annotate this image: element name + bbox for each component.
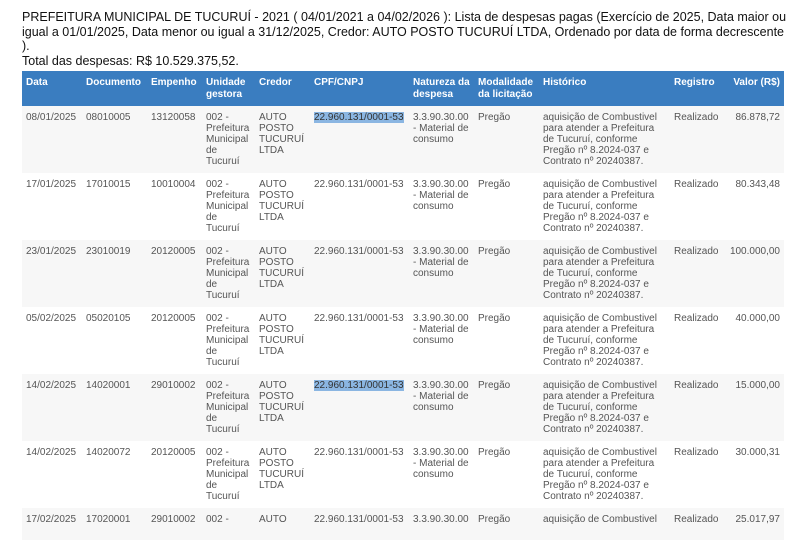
cell-natureza: 3.3.90.30.00 - Material de consumo [409, 307, 474, 374]
cell-natureza: 3.3.90.30.00 - Material de consumo [409, 240, 474, 307]
cell-documento: 05020105 [82, 307, 147, 374]
cell-registro: Realizado [670, 240, 725, 307]
cell-unidade: 002 - Prefeitura Municipal de Tucuruí [202, 441, 255, 508]
cell-registro: Realizado [670, 307, 725, 374]
cell-unidade: 002 - Prefeitura Municipal de Tucuruí [202, 307, 255, 374]
cell-empenho: 20120005 [147, 441, 202, 508]
report-title-line-2: igual a 01/01/2025, Data menor ou igual a 31/12/2025, Credor: AUTO POSTO TUCURUÍ LTDA, Ordenado por data de forma decrescente ). [22, 24, 784, 53]
cell-empenho: 20120005 [147, 240, 202, 307]
cell-historico: aquisição de Combustivel para atender a Prefeitura de Tucuruí, conforme Pregão nº 8.2024-037 e Contrato nº 20240387. [539, 106, 670, 173]
cell-modalidade: Pregão [474, 508, 539, 540]
cell-natureza: 3.3.90.30.00 [409, 508, 474, 540]
cell-valor: 40.000,00 [725, 307, 784, 374]
report-header [22, 10, 792, 68]
table-row[interactable] [22, 441, 784, 508]
table-row[interactable] [22, 173, 784, 240]
cell-valor: 30.000,31 [725, 441, 784, 508]
cell-data: 14/02/2025 [22, 374, 82, 441]
col-header-natureza[interactable]: Natureza da despesa [409, 71, 474, 106]
col-header-valor[interactable]: Valor (R$) [725, 71, 784, 106]
cell-modalidade: Pregão [474, 173, 539, 240]
cell-credor: AUTO POSTO TUCURUÍ LTDA [255, 441, 310, 508]
cell-natureza: 3.3.90.30.00 - Material de consumo [409, 173, 474, 240]
cell-cpf: 22.960.131/0001-53 [310, 173, 409, 240]
cell-valor: 80.343,48 [725, 173, 784, 240]
table-row[interactable] [22, 106, 784, 173]
cell-credor: AUTO [255, 508, 310, 540]
cell-valor: 15.000,00 [725, 374, 784, 441]
cell-cpf [310, 106, 409, 173]
table-row[interactable] [22, 508, 784, 540]
cell-data: 08/01/2025 [22, 106, 82, 173]
col-header-empenho[interactable]: Empenho [147, 71, 202, 106]
cell-unidade: 002 - Prefeitura Municipal de Tucuruí [202, 374, 255, 441]
cell-cpf: 22.960.131/0001-53 [310, 240, 409, 307]
table-row[interactable] [22, 240, 784, 307]
expenses-table-container [22, 71, 784, 540]
col-header-documento[interactable]: Documento [82, 71, 147, 106]
selected-text: 22.960.131/0001-53 [314, 380, 404, 391]
cell-historico: aquisição de Combustivel para atender a Prefeitura de Tucuruí, conforme Pregão nº 8.2024-037 e Contrato nº 20240387. [539, 374, 670, 441]
cell-data: 23/01/2025 [22, 240, 82, 307]
cell-historico: aquisição de Combustivel para atender a Prefeitura de Tucuruí, conforme Pregão nº 8.2024-037 e Contrato nº 20240387. [539, 240, 670, 307]
col-header-modalidade[interactable]: Modalidade da licitação [474, 71, 539, 106]
cell-documento: 08010005 [82, 106, 147, 173]
col-header-cpf[interactable]: CPF/CNPJ [310, 71, 409, 106]
cell-credor: AUTO POSTO TUCURUÍ LTDA [255, 106, 310, 173]
cell-modalidade: Pregão [474, 240, 539, 307]
cell-credor: AUTO POSTO TUCURUÍ LTDA [255, 374, 310, 441]
cell-empenho: 29010002 [147, 374, 202, 441]
col-header-registro[interactable]: Registro [670, 71, 725, 106]
cell-valor: 100.000,00 [725, 240, 784, 307]
table-row[interactable] [22, 374, 784, 441]
cell-unidade: 002 - Prefeitura Municipal de Tucuruí [202, 173, 255, 240]
cell-modalidade: Pregão [474, 374, 539, 441]
cell-data: 17/01/2025 [22, 173, 82, 240]
selected-text: 22.960.131/0001-53 [314, 112, 404, 123]
cell-historico: aquisição de Combustivel para atender a Prefeitura de Tucuruí, conforme Pregão nº 8.2024-037 e Contrato nº 20240387. [539, 173, 670, 240]
cell-empenho: 13120058 [147, 106, 202, 173]
cell-documento: 14020072 [82, 441, 147, 508]
cell-modalidade: Pregão [474, 441, 539, 508]
report-total: Total das despesas: R$ 10.529.375,52. [22, 53, 239, 68]
cell-empenho: 20120005 [147, 307, 202, 374]
table-header-row [22, 71, 784, 106]
cell-credor: AUTO POSTO TUCURUÍ LTDA [255, 307, 310, 374]
cell-unidade: 002 - [202, 508, 255, 540]
table-row[interactable] [22, 307, 784, 374]
cell-documento: 17010015 [82, 173, 147, 240]
col-header-historico[interactable]: Histórico [539, 71, 670, 106]
cell-empenho: 10010004 [147, 173, 202, 240]
cell-documento: 14020001 [82, 374, 147, 441]
cell-historico: aquisição de Combustivel para atender a Prefeitura de Tucuruí, conforme Pregão nº 8.2024-037 e Contrato nº 20240387. [539, 307, 670, 374]
cell-documento: 17020001 [82, 508, 147, 540]
col-header-unidade[interactable]: Unidade gestora [202, 71, 255, 106]
cell-unidade: 002 - Prefeitura Municipal de Tucuruí [202, 106, 255, 173]
cell-documento: 23010019 [82, 240, 147, 307]
expenses-table [22, 71, 784, 540]
cell-registro: Realizado [670, 441, 725, 508]
cell-cpf: 22.960.131/0001-53 [310, 508, 409, 540]
cell-data: 05/02/2025 [22, 307, 82, 374]
report-title-line-1: PREFEITURA MUNICIPAL DE TUCURUÍ - 2021 ( 04/01/2021 a 04/02/2026 ): Lista de despesas pagas (Exercício de 2025, Data maior ou [22, 10, 787, 24]
cell-unidade: 002 - Prefeitura Municipal de Tucuruí [202, 240, 255, 307]
cell-data: 17/02/2025 [22, 508, 82, 540]
cell-cpf: 22.960.131/0001-53 [310, 307, 409, 374]
col-header-data[interactable]: Data [22, 71, 82, 106]
cell-natureza: 3.3.90.30.00 - Material de consumo [409, 374, 474, 441]
cell-cpf: 22.960.131/0001-53 [310, 441, 409, 508]
cell-registro: Realizado [670, 173, 725, 240]
cell-credor: AUTO POSTO TUCURUÍ LTDA [255, 173, 310, 240]
cell-natureza: 3.3.90.30.00 - Material de consumo [409, 441, 474, 508]
cell-valor: 25.017,97 [725, 508, 784, 540]
cell-registro: Realizado [670, 106, 725, 173]
cell-cpf [310, 374, 409, 441]
cell-valor: 86.878,72 [725, 106, 784, 173]
cell-historico: aquisição de Combustivel [539, 508, 670, 540]
cell-modalidade: Pregão [474, 307, 539, 374]
cell-credor: AUTO POSTO TUCURUÍ LTDA [255, 240, 310, 307]
cell-empenho: 29010002 [147, 508, 202, 540]
cell-historico: aquisição de Combustivel para atender a Prefeitura de Tucuruí, conforme Pregão nº 8.2024-037 e Contrato nº 20240387. [539, 441, 670, 508]
cell-registro: Realizado [670, 374, 725, 441]
cell-data: 14/02/2025 [22, 441, 82, 508]
cell-modalidade: Pregão [474, 106, 539, 173]
cell-natureza: 3.3.90.30.00 - Material de consumo [409, 106, 474, 173]
col-header-credor[interactable]: Credor [255, 71, 310, 106]
cell-registro: Realizado [670, 508, 725, 540]
